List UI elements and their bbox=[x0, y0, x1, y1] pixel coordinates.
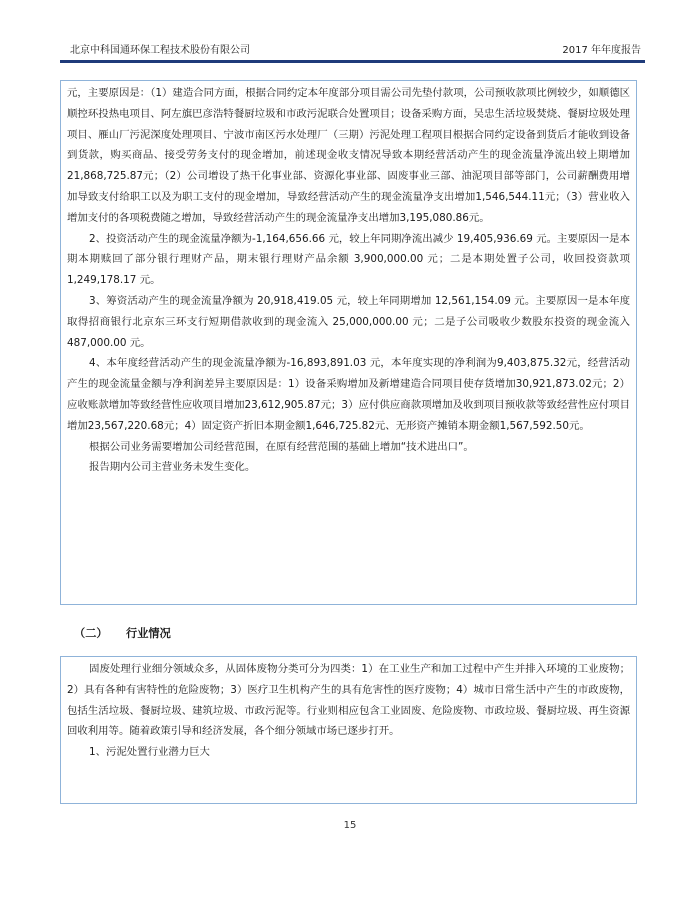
section-title: 行业情况 bbox=[126, 627, 171, 640]
page-header bbox=[60, 42, 645, 60]
paragraph-operating-reasons: 元，主要原因是：（1）建造合同方面，根据合同约定本年度部分项目需公司先垫付款项，公司预收款项比例较少，如顺德区顺控环投热电项目、阿左旗巴彦浩特餐厨垃圾和市政污泥联合处置项目；设备采购方面，吴忠生活垃圾焚烧、餐厨垃圾处理项目、雁山厂污泥深度处理项目、宁波市南区污水处理厂（三期）污泥处理工程项目根据合同约定设备到货后才能收到设备到货款，购买商品、接受劳务支付的现金增加，前述现金收支情况导致本期经营活动产生的现金流量净流出较上期增加21,868,725.87元；（2）公司增设了热干化事业部、资源化事业部、固废事业三部、油泥项目部等部门，公司薪酬费用增加导致支付给职工以及为职工支付的现金增加，导致经营活动产生的现金流量净支出增加1,546,544.11元；（3）营业收入增加支付的各项税费随之增加，导致经营活动产生的现金流量净支出增加3,195,080.86元。 bbox=[67, 87, 630, 224]
header-rule bbox=[60, 60, 645, 63]
cash-flow-analysis-box bbox=[60, 80, 637, 605]
section-heading-industry bbox=[74, 624, 171, 644]
paragraph-net-profit-difference: 4、本年度经营活动产生的现金流量净额为-16,893,891.03 元，本年度实现的净利润为9,403,875.32元，经营活动产生的现金流量金额与净利润差异主要原因是：1）设备采购增加及新增建造合同项目使存货增加30,921,873.02元；2）应收账款增加等致经营性应收项目增加23,612,905.87元；3）应付供应商款项增加及收到项目预收款等致经营性应付项目增加23,567,220.68元；4）固定资产折旧本期金额1,646,725.82元、无形资产摊销本期金额1,567,592.50元。 bbox=[67, 357, 630, 432]
page-number: 15 bbox=[343, 820, 357, 831]
paragraph-sludge-subheading: 1、污泥处置行业潜力巨大 bbox=[89, 746, 210, 759]
section-number: （二） bbox=[74, 627, 108, 640]
industry-situation-box bbox=[60, 656, 637, 804]
paragraph-business-scope: 根据公司业务需要增加公司经营范围，在原有经营范围的基础上增加“技术进出口”。 bbox=[89, 440, 474, 453]
paragraph-financing-cash-flow: 3、筹资活动产生的现金流量净额为 20,918,419.05 元，较上年同期增加 12,561,154.09 元。主要原因一是本年度取得招商银行北京东三环支行短期借款收到的现金流入 25,000,000.00 元；二是子公司吸收少数股东投资的现金流入 487,000.00 元。 bbox=[67, 294, 630, 349]
paragraph-industry-overview: 固废处理行业细分领域众多，从固体废物分类可分为四类：1）在工业生产和加工过程中产生并排入环境的工业废物；2）具有各种有害特性的危险废物；3）医疗卫生机构产生的具有危害性的医疗废物；4）城市日常生活中产生的市政废物，包括生活垃圾、餐厨垃圾、建筑垃圾、市政污泥等。行业则相应包含工业固废、危险废物、市政垃圾、餐厨垃圾、再生资源回收利用等。随着政策引导和经济发展，各个细分领域市场已逐步打开。 bbox=[67, 663, 630, 738]
paragraph-investing-cash-flow: 2、投资活动产生的现金流量净额为-1,164,656.66 元，较上年同期净流出减少 19,405,936.69 元。主要原因一是本期本期赎回了部分银行理财产品，期末银行理财产品余额 3,900,000.00 元；二是本期处置子公司，收回投资款项 1,249,178.17 元。 bbox=[67, 232, 630, 287]
company-name: 北京中科国通环保工程技术股份有限公司 bbox=[70, 45, 250, 56]
paragraph-main-business: 报告期内公司主营业务未发生变化。 bbox=[89, 461, 256, 474]
report-title: 2017 年年度报告 bbox=[562, 45, 641, 56]
